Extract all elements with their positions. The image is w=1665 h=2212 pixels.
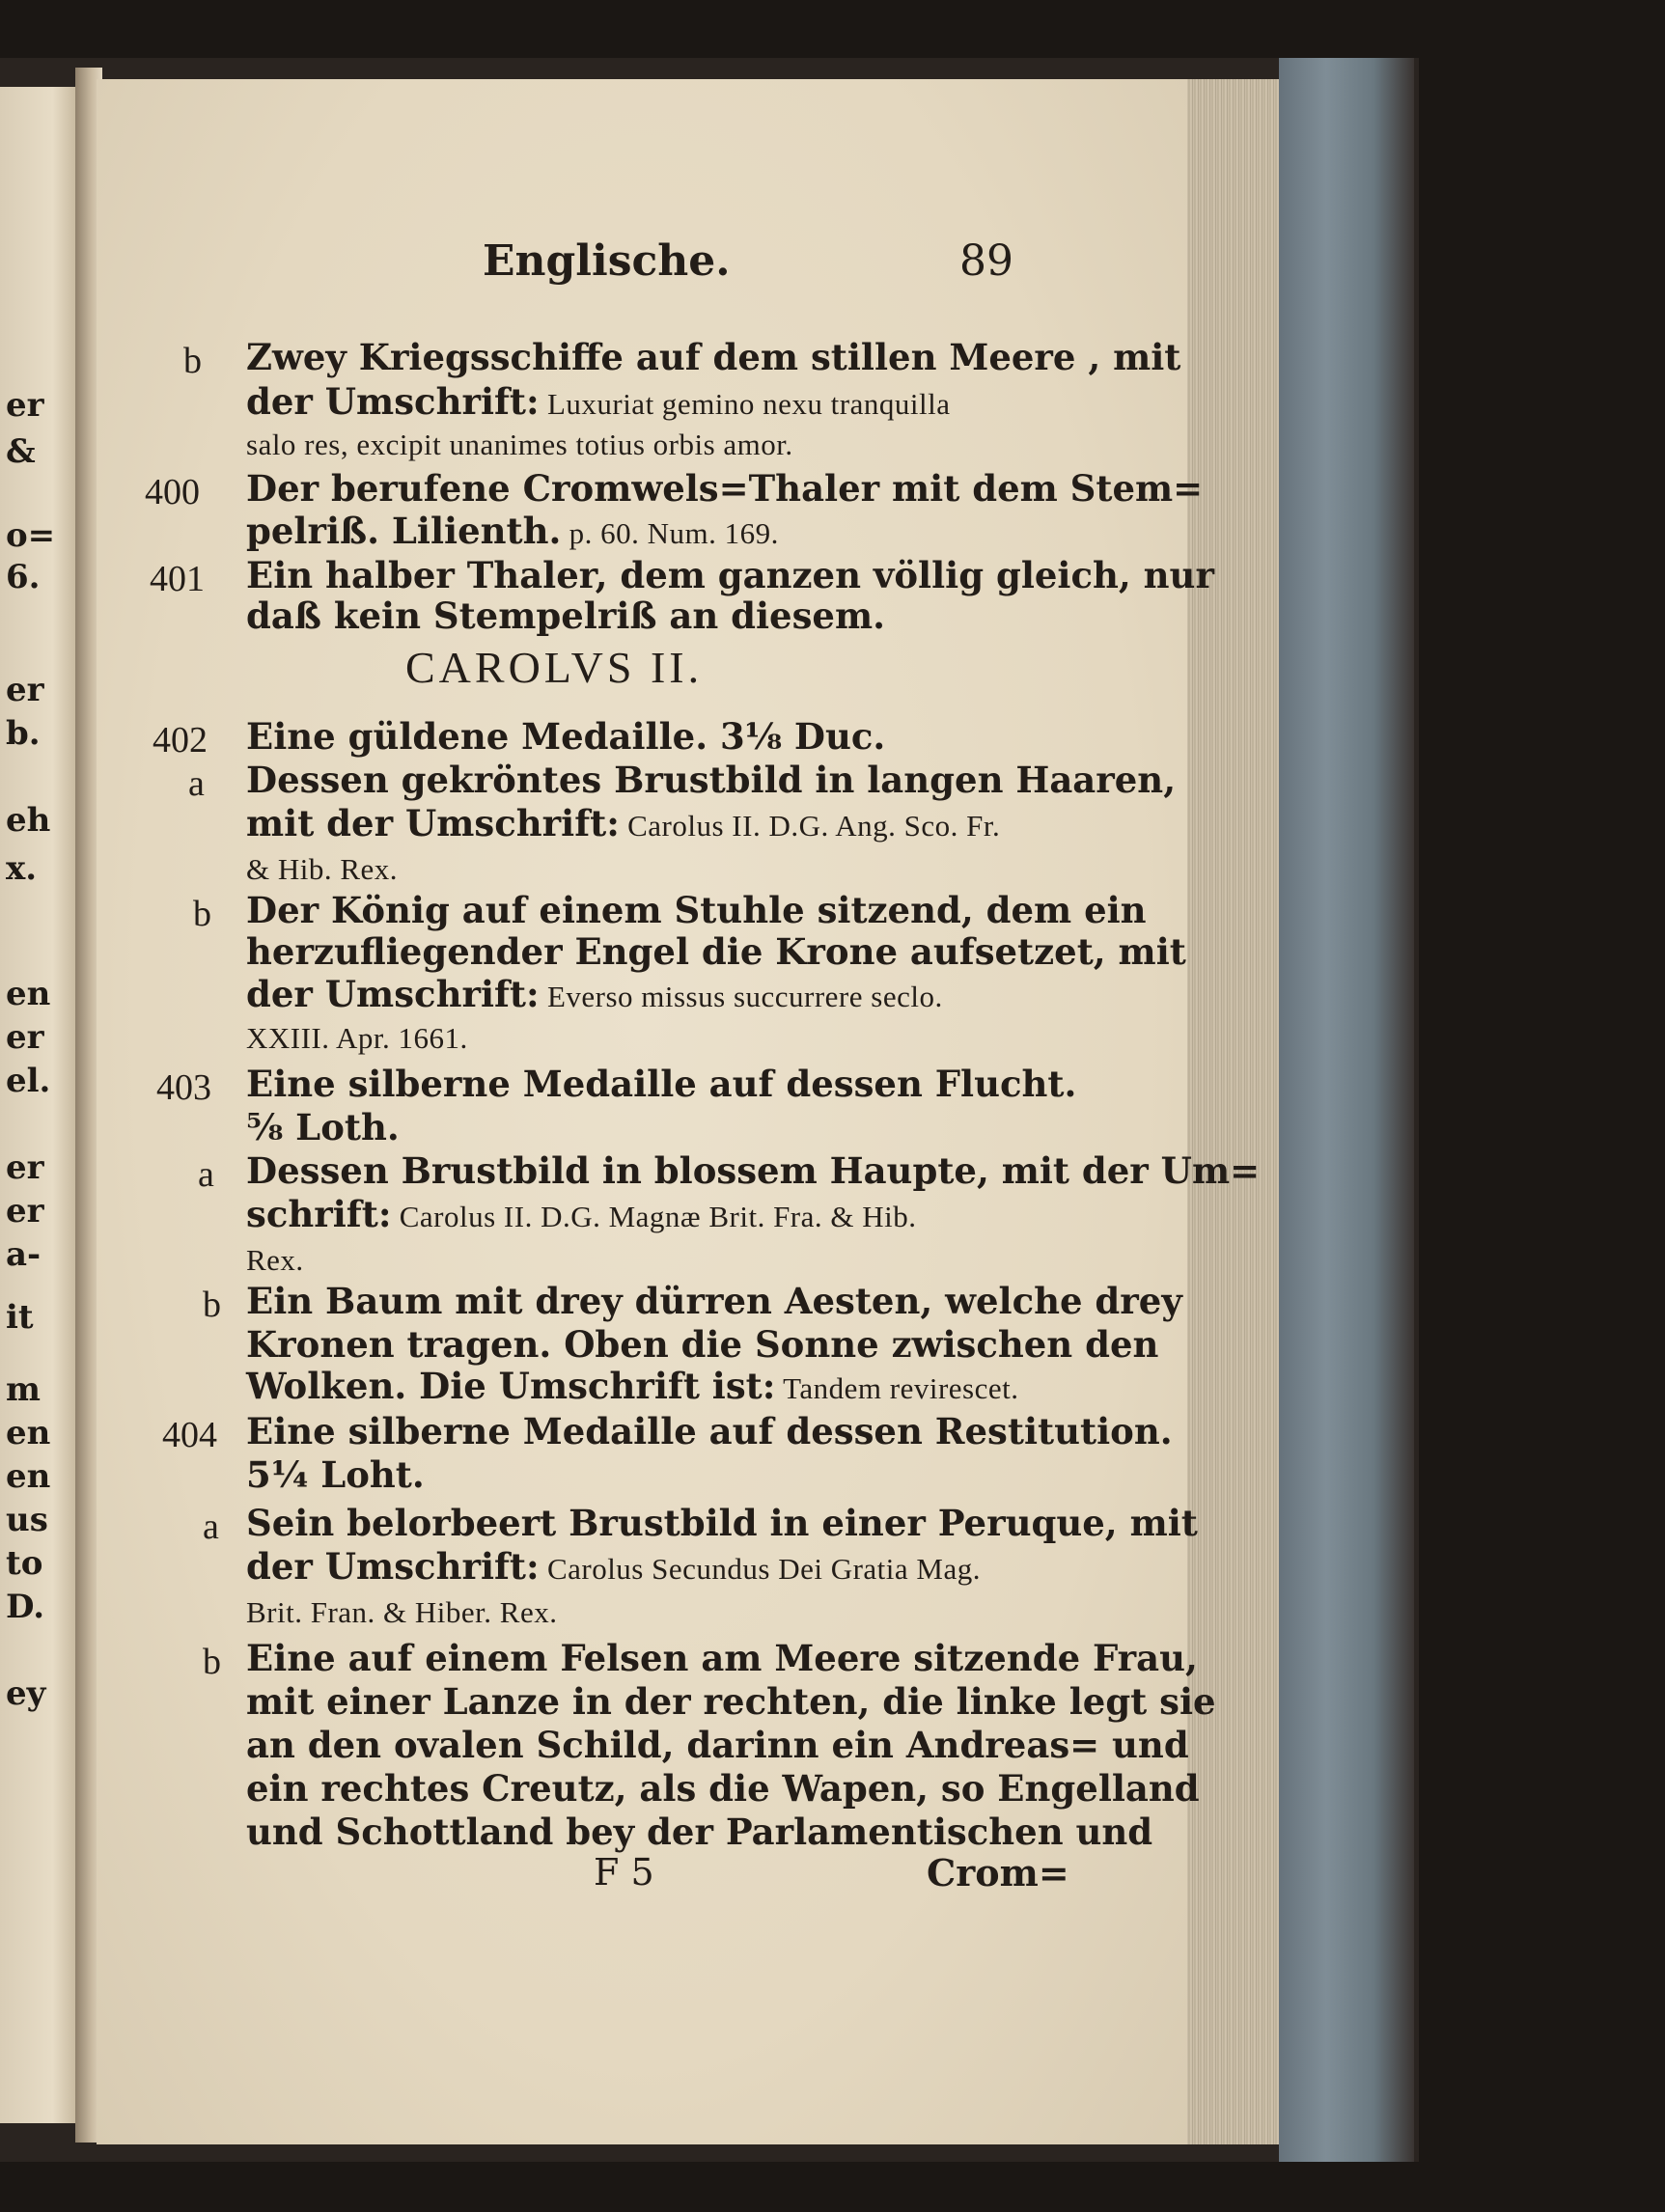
left-page-fragment: & — [6, 432, 36, 471]
text-line — [246, 1149, 1261, 1192]
german-text: Ein Baum mit drey dürren Aesten, welche drey — [246, 1280, 1182, 1322]
german-text: Eine güldene Medaille. 3⅛ Duc. — [246, 715, 886, 758]
latin-inscription: Rex. — [246, 1243, 304, 1277]
german-text: herzufliegender Engel die Krone aufsetzet, mit — [246, 930, 1186, 973]
left-page-fragment: b. — [6, 714, 41, 753]
german-text: und Schottland bey der Parlamentischen und — [246, 1811, 1153, 1853]
latin-inscription: salo res, excipit unanimes totius orbis amor. — [246, 428, 793, 461]
entry-marker: b — [183, 341, 202, 381]
latin-inscription: XXIII. Apr. 1661. — [246, 1021, 468, 1055]
left-page-fragment: er — [6, 671, 44, 709]
entry-marker: 401 — [150, 559, 205, 599]
text-line — [246, 1767, 1200, 1810]
left-page-fragment: eh — [6, 801, 51, 840]
entry-marker: 400 — [145, 472, 200, 512]
text-line — [246, 1018, 468, 1054]
text-line — [246, 1193, 917, 1235]
text-line — [246, 930, 1186, 973]
left-page-fragment: a- — [6, 1235, 42, 1274]
text-line — [246, 1453, 425, 1496]
entry-marker: 404 — [162, 1415, 217, 1455]
section-heading: CAROLVS II. — [405, 643, 704, 692]
latin-inscription: p. 60. Num. 169. — [561, 516, 779, 550]
page-number: 89 — [959, 236, 1013, 286]
text-line — [246, 380, 951, 423]
text-line — [246, 425, 793, 460]
german-text: Zwey Kriegsschiffe auf dem stillen Meere , mit — [246, 336, 1181, 378]
german-text: Der König auf einem Stuhle sitzend, dem ein — [246, 889, 1147, 931]
left-page-fragment: ey — [6, 1674, 46, 1713]
text-line — [246, 1502, 1198, 1544]
signature-mark: F 5 — [594, 1851, 654, 1894]
german-text: daß kein Stempelriß an diesem. — [246, 594, 885, 637]
text-line — [246, 1365, 1019, 1407]
text-line — [246, 594, 885, 637]
text-line — [246, 1680, 1216, 1723]
left-page-fragment: us — [6, 1501, 48, 1539]
left-page-edge — [0, 87, 75, 2123]
left-page-fragment: en — [6, 1414, 51, 1452]
german-text: der Umschrift: — [246, 1545, 540, 1588]
latin-inscription: Carolus II. D.G. Ang. Sco. Fr. — [619, 809, 1001, 843]
german-text: Eine auf einem Felsen am Meere sitzende Frau, — [246, 1637, 1198, 1679]
page-edges — [1187, 79, 1279, 2144]
latin-inscription: Tandem revirescet. — [775, 1371, 1019, 1405]
latin-inscription: Carolus Secundus Dei Gratia Mag. — [539, 1552, 981, 1586]
german-text: der Umschrift: — [246, 380, 540, 423]
left-page-fragment: D. — [6, 1588, 45, 1626]
german-text: ⅝ Loth. — [246, 1106, 400, 1148]
german-text: Eine silberne Medaille auf dessen Flucht. — [246, 1063, 1077, 1105]
latin-inscription: Luxuriat gemino nexu tranquilla — [539, 387, 951, 421]
text-line — [246, 1280, 1182, 1322]
text-line — [246, 554, 1214, 596]
german-text: Eine silberne Medaille auf dessen Restitution. — [246, 1410, 1173, 1452]
catchword: Crom= — [927, 1851, 1069, 1894]
latin-inscription: Everso missus succurrere seclo. — [539, 980, 943, 1013]
text-line — [246, 1240, 304, 1276]
text-line — [246, 467, 1204, 510]
entry-marker: b — [193, 894, 211, 934]
entry-marker: 402 — [153, 720, 208, 760]
german-text: an den ovalen Schild, darinn ein Andreas= und — [246, 1724, 1189, 1766]
left-page-fragment: en — [6, 1457, 51, 1496]
left-page-fragment: el. — [6, 1062, 51, 1100]
left-page-fragment: o= — [6, 516, 56, 555]
entry-marker: 403 — [156, 1067, 211, 1108]
german-text: Kronen tragen. Oben die Sonne zwischen den — [246, 1323, 1159, 1366]
text-line — [246, 336, 1181, 378]
german-text: pelriß. Lilienth. — [246, 510, 562, 552]
text-line — [246, 849, 398, 885]
german-text: mit einer Lanze in der rechten, die linke legt sie — [246, 1680, 1216, 1723]
text-line — [246, 1811, 1153, 1853]
left-page-fragment: it — [6, 1298, 34, 1337]
entry-marker: b — [203, 1642, 221, 1682]
header-title: Englische. — [483, 236, 731, 286]
left-page-fragment: er — [6, 1192, 44, 1230]
left-page-fragment: to — [6, 1544, 43, 1583]
german-text: Ein halber Thaler, dem ganzen völlig gleich, nur — [246, 554, 1214, 596]
text-line — [246, 510, 779, 552]
german-text: Dessen Brustbild in blossem Haupte, mit der Um= — [246, 1149, 1261, 1192]
text-line — [246, 1323, 1159, 1366]
text-line — [246, 759, 1177, 801]
left-page-fragment: en — [6, 975, 51, 1013]
left-page-fragment: er — [6, 386, 44, 425]
text-line — [246, 1545, 981, 1588]
german-text: schrift: — [246, 1193, 392, 1235]
german-text: Dessen gekröntes Brustbild in langen Haaren, — [246, 759, 1177, 801]
text-line — [246, 973, 943, 1015]
german-text: der Umschrift: — [246, 973, 540, 1015]
left-page-fragment: er — [6, 1148, 44, 1187]
left-page-fragment: m — [6, 1370, 41, 1409]
left-page-fragment: x. — [6, 849, 38, 888]
text-line — [246, 802, 1001, 844]
latin-inscription: Brit. Fran. & Hiber. Rex. — [246, 1595, 558, 1629]
running-header — [338, 236, 1013, 294]
left-page-fragment: 6. — [6, 558, 41, 596]
text-line — [246, 1106, 400, 1148]
text-line — [246, 1063, 1077, 1105]
text-line — [246, 1637, 1198, 1679]
text-line — [246, 715, 886, 758]
german-text: Wolken. Die Umschrift ist: — [246, 1365, 776, 1407]
german-text: ein rechtes Creutz, als die Wapen, so Engelland — [246, 1767, 1200, 1810]
left-page-fragment: er — [6, 1018, 44, 1057]
german-text: Der berufene Cromwels=Thaler mit dem Stem= — [246, 467, 1204, 510]
german-text: Sein belorbeert Brustbild in einer Peruque, mit — [246, 1502, 1198, 1544]
entry-marker: a — [203, 1507, 219, 1547]
text-line — [246, 1724, 1189, 1766]
text-line — [246, 1410, 1173, 1452]
latin-inscription: & Hib. Rex. — [246, 852, 399, 886]
book-cover — [1279, 58, 1414, 2162]
german-text: 5¼ Loht. — [246, 1453, 425, 1496]
german-text: mit der Umschrift: — [246, 802, 620, 844]
text-line — [246, 1592, 557, 1628]
entry-marker: a — [188, 763, 205, 804]
text-line — [246, 889, 1147, 931]
entry-marker: a — [198, 1154, 214, 1195]
entry-marker: b — [203, 1285, 221, 1325]
latin-inscription: Carolus II. D.G. Magnæ Brit. Fra. & Hib. — [391, 1200, 917, 1233]
